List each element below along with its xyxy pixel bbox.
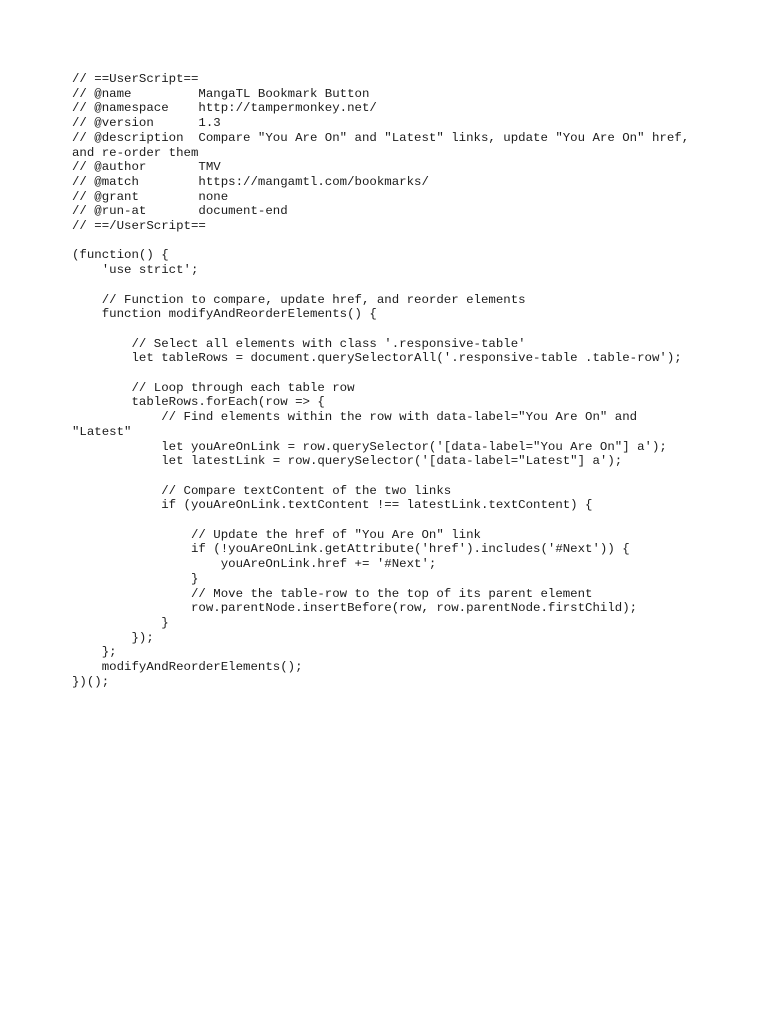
code-line: if (youAreOnLink.textContent !== latestLink.textContent) { <box>72 498 593 513</box>
code-line: (function() { <box>72 248 169 263</box>
code-line: // Find elements within the row with data-label="You Are On" and <box>72 410 638 425</box>
code-line: // Select all elements with class '.responsive-table' <box>72 336 526 351</box>
code-line: // @run-at document-end <box>72 204 288 219</box>
code-line: let tableRows = document.querySelectorAll('.responsive-table .table-row'); <box>72 351 682 366</box>
code-line: modifyAndReorderElements(); <box>72 660 303 675</box>
code-line <box>72 234 712 249</box>
code-line <box>72 513 712 528</box>
code-line: youAreOnLink.href += '#Next'; <box>72 557 437 572</box>
code-listing <box>72 72 712 689</box>
code-line: tableRows.forEach(row => { <box>72 395 325 410</box>
document-page <box>72 72 712 689</box>
code-line: // @author TMV <box>72 160 221 175</box>
code-line: // Loop through each table row <box>72 380 355 395</box>
code-line: // Function to compare, update href, and reorder elements <box>72 292 526 307</box>
code-line: // ==UserScript== <box>72 72 199 86</box>
code-line: } <box>72 615 169 630</box>
code-line <box>72 366 712 381</box>
code-line: // Move the table-row to the top of its parent element <box>72 586 593 601</box>
code-line: // Compare textContent of the two links <box>72 483 452 498</box>
code-line: // @name MangaTL Bookmark Button <box>72 86 370 101</box>
code-line: })(); <box>72 674 110 689</box>
code-line: }); <box>72 630 154 645</box>
code-line <box>72 278 712 293</box>
code-line: // Update the href of "You Are On" link <box>72 527 481 542</box>
code-line: let youAreOnLink = row.querySelector('[data-label="You Are On"] a'); <box>72 439 667 454</box>
code-line: }; <box>72 645 117 660</box>
code-line: and re-order them <box>72 145 199 160</box>
code-line: // @namespace http://tampermonkey.net/ <box>72 101 377 116</box>
code-line: 'use strict'; <box>72 263 199 278</box>
code-line: function modifyAndReorderElements() { <box>72 307 377 322</box>
code-line: // ==/UserScript== <box>72 219 206 234</box>
code-line: "Latest" <box>72 424 132 439</box>
code-line: let latestLink = row.querySelector('[data-label="Latest"] a'); <box>72 454 623 469</box>
code-line: row.parentNode.insertBefore(row, row.parentNode.firstChild); <box>72 601 638 616</box>
code-line: if (!youAreOnLink.getAttribute('href').includes('#Next')) { <box>72 542 630 557</box>
code-line: } <box>72 571 199 586</box>
code-line: // @grant none <box>72 189 229 204</box>
code-line: // @description Compare "You Are On" and "Latest" links, update "You Are On" href, <box>72 130 690 145</box>
code-line: // @match https://mangamtl.com/bookmarks/ <box>72 174 429 189</box>
code-line: // @version 1.3 <box>72 116 221 131</box>
code-line <box>72 469 712 484</box>
code-line <box>72 322 712 337</box>
